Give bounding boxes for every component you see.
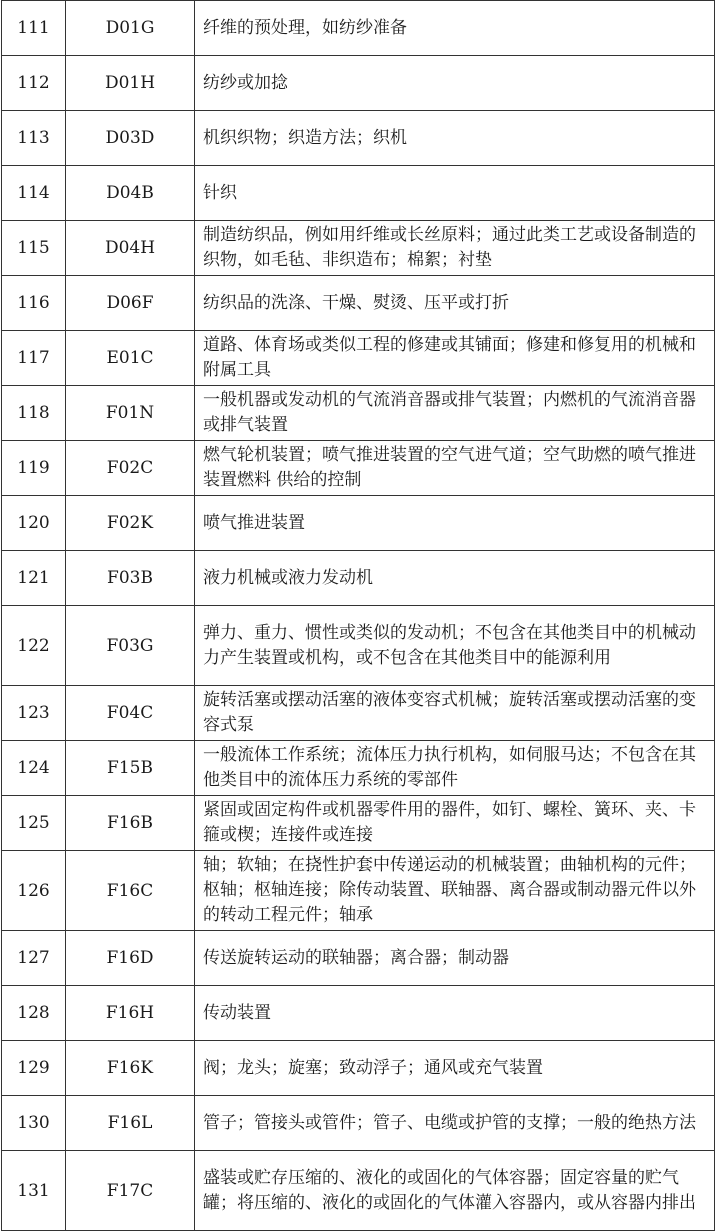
table-body [2,1,715,1231]
classification-description: 针织 [195,166,715,221]
row-number: 114 [2,166,66,221]
row-number: 122 [2,606,66,686]
table-row [2,551,715,606]
classification-description: 传送旋转运动的联轴器；离合器；制动器 [195,931,715,986]
classification-code: F16B [66,796,195,851]
classification-description: 阀；龙头；旋塞；致动浮子；通风或充气装置 [195,1041,715,1096]
row-number: 123 [2,686,66,741]
classification-description: 纺纱或加捻 [195,56,715,111]
classification-code: D04H [66,221,195,276]
classification-code: F16K [66,1041,195,1096]
classification-description: 制造纺织品，例如用纤维或长丝原料；通过此类工艺或设备制造的织物，如毛毡、非织造布；棉絮；衬垫 [195,221,715,276]
table-row [2,496,715,551]
row-number: 119 [2,441,66,496]
classification-code: F16D [66,931,195,986]
table-row [2,56,715,111]
table-row [2,386,715,441]
table-row [2,221,715,276]
classification-description: 一般机器或发动机的气流消音器或排气装置；内燃机的气流消音器或排气装置 [195,386,715,441]
row-number: 111 [2,1,66,56]
classification-code: F16L [66,1096,195,1151]
classification-code: D06F [66,276,195,331]
classification-description: 喷气推进装置 [195,496,715,551]
classification-code: D03D [66,111,195,166]
classification-description: 液力机械或液力发动机 [195,551,715,606]
classification-code: D01H [66,56,195,111]
row-number: 127 [2,931,66,986]
classification-code: F02K [66,496,195,551]
classification-code: F16H [66,986,195,1041]
classification-code: F03B [66,551,195,606]
classification-code: F15B [66,741,195,796]
table-row [2,1041,715,1096]
row-number: 131 [2,1151,66,1231]
classification-code: F03G [66,606,195,686]
row-number: 112 [2,56,66,111]
table-row [2,986,715,1041]
classification-description: 道路、体育场或类似工程的修建或其铺面；修建和修复用的机械和附属工具 [195,331,715,386]
table-row [2,441,715,496]
row-number: 125 [2,796,66,851]
classification-description: 紧固或固定构件或机器零件用的器件，如钉、螺栓、簧环、夹、卡箍或楔；连接件或连接 [195,796,715,851]
table-row [2,111,715,166]
row-number: 117 [2,331,66,386]
classification-description: 旋转活塞或摆动活塞的液体变容式机械；旋转活塞或摆动活塞的变容式泵 [195,686,715,741]
row-number: 129 [2,1041,66,1096]
table-row [2,851,715,931]
table-row [2,931,715,986]
table-row [2,1096,715,1151]
classification-description: 传动装置 [195,986,715,1041]
classification-description: 管子；管接头或管件；管子、电缆或护管的支撑；一般的绝热方法 [195,1096,715,1151]
row-number: 126 [2,851,66,931]
classification-description: 一般流体工作系统；流体压力执行机构，如伺服马达；不包含在其他类目中的流体压力系统的零部件 [195,741,715,796]
classification-code: F17C [66,1151,195,1231]
table-row [2,606,715,686]
row-number: 128 [2,986,66,1041]
classification-description: 燃气轮机装置；喷气推进装置的空气进气道；空气助燃的喷气推进装置燃料 供给的控制 [195,441,715,496]
row-number: 116 [2,276,66,331]
classification-code: E01C [66,331,195,386]
table-row [2,1151,715,1231]
classification-code: D04B [66,166,195,221]
classification-code: F01N [66,386,195,441]
table-row [2,276,715,331]
table-row [2,686,715,741]
classification-description: 纤维的预处理，如纺纱准备 [195,1,715,56]
classification-code: D01G [66,1,195,56]
table-row [2,741,715,796]
row-number: 121 [2,551,66,606]
row-number: 113 [2,111,66,166]
table-row [2,331,715,386]
classification-code: F04C [66,686,195,741]
classification-table [1,0,715,1231]
classification-description: 盛装或贮存压缩的、液化的或固化的气体容器；固定容量的贮气罐；将压缩的、液化的或固化的气体灌入容器内，或从容器内排出 [195,1151,715,1231]
table-row [2,166,715,221]
classification-description: 机织织物；织造方法；织机 [195,111,715,166]
classification-description: 轴；软轴；在挠性护套中传递运动的机械装置；曲轴机构的元件；枢轴；枢轴连接；除传动装置、联轴器、离合器或制动器元件以外的转动工程元件；轴承 [195,851,715,931]
classification-description: 弹力、重力、惯性或类似的发动机；不包含在其他类目中的机械动力产生装置或机构，或不包含在其他类目中的能源利用 [195,606,715,686]
row-number: 115 [2,221,66,276]
classification-code: F02C [66,441,195,496]
row-number: 118 [2,386,66,441]
classification-description: 纺织品的洗涤、干燥、熨烫、压平或打折 [195,276,715,331]
row-number: 130 [2,1096,66,1151]
table-row [2,1,715,56]
classification-code: F16C [66,851,195,931]
table-row [2,796,715,851]
row-number: 120 [2,496,66,551]
row-number: 124 [2,741,66,796]
